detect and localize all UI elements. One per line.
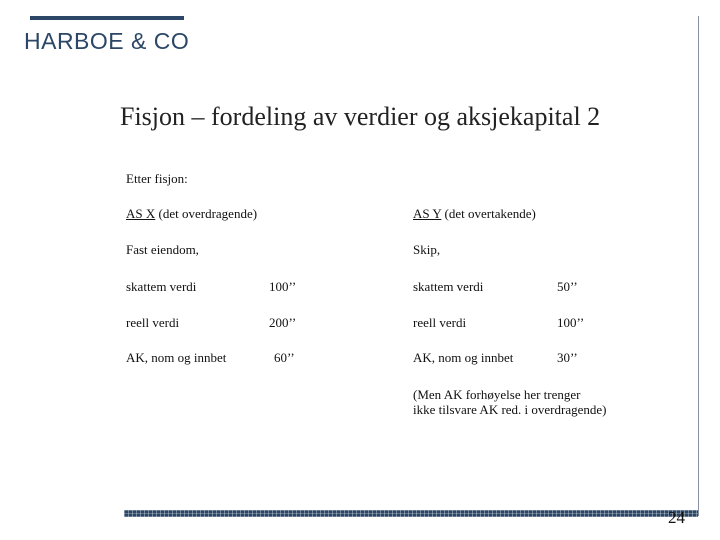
- right-note: [413, 387, 663, 417]
- right-row-label: AK, nom og innbet: [413, 350, 514, 365]
- left-company-heading: [126, 206, 257, 222]
- left-company-name: AS X: [126, 206, 156, 221]
- company-logo: HARBOE & CO: [24, 28, 190, 54]
- left-row-value: 60’’: [274, 350, 295, 365]
- page-number: 24: [668, 508, 685, 527]
- right-row-value: 100’’: [557, 315, 585, 330]
- logo-bar: [30, 16, 184, 20]
- right-row-value: 30’’: [557, 350, 578, 365]
- left-row-label: reell verdi: [126, 315, 180, 330]
- right-row-label: reell verdi: [413, 315, 467, 330]
- left-row-value: 200’’: [269, 315, 297, 330]
- footer-bar: [124, 510, 698, 517]
- intro-text: Etter fisjon:: [126, 171, 188, 186]
- left-row-value: 100’’: [269, 279, 297, 294]
- slide-title: Fisjon – fordeling av verdier og aksjekapital 2: [120, 102, 601, 131]
- right-note-line: ikke tilsvare AK red. i overdragende): [413, 402, 607, 417]
- right-company-name: AS Y: [413, 206, 442, 221]
- right-note-line: (Men AK forhøyelse her trenger: [413, 387, 581, 402]
- right-row-label: skattem verdi: [413, 279, 484, 294]
- left-row-label: AK, nom og innbet: [126, 350, 227, 365]
- left-row-label: skattem verdi: [126, 279, 197, 294]
- right-asset: Skip,: [413, 242, 441, 257]
- right-company-desc: (det overtakende): [444, 206, 536, 221]
- right-company-heading: [413, 206, 536, 222]
- left-company-desc: (det overdragende): [158, 206, 258, 221]
- right-divider: [698, 16, 699, 516]
- left-asset: Fast eiendom,: [126, 242, 199, 257]
- right-row-value: 50’’: [557, 279, 578, 294]
